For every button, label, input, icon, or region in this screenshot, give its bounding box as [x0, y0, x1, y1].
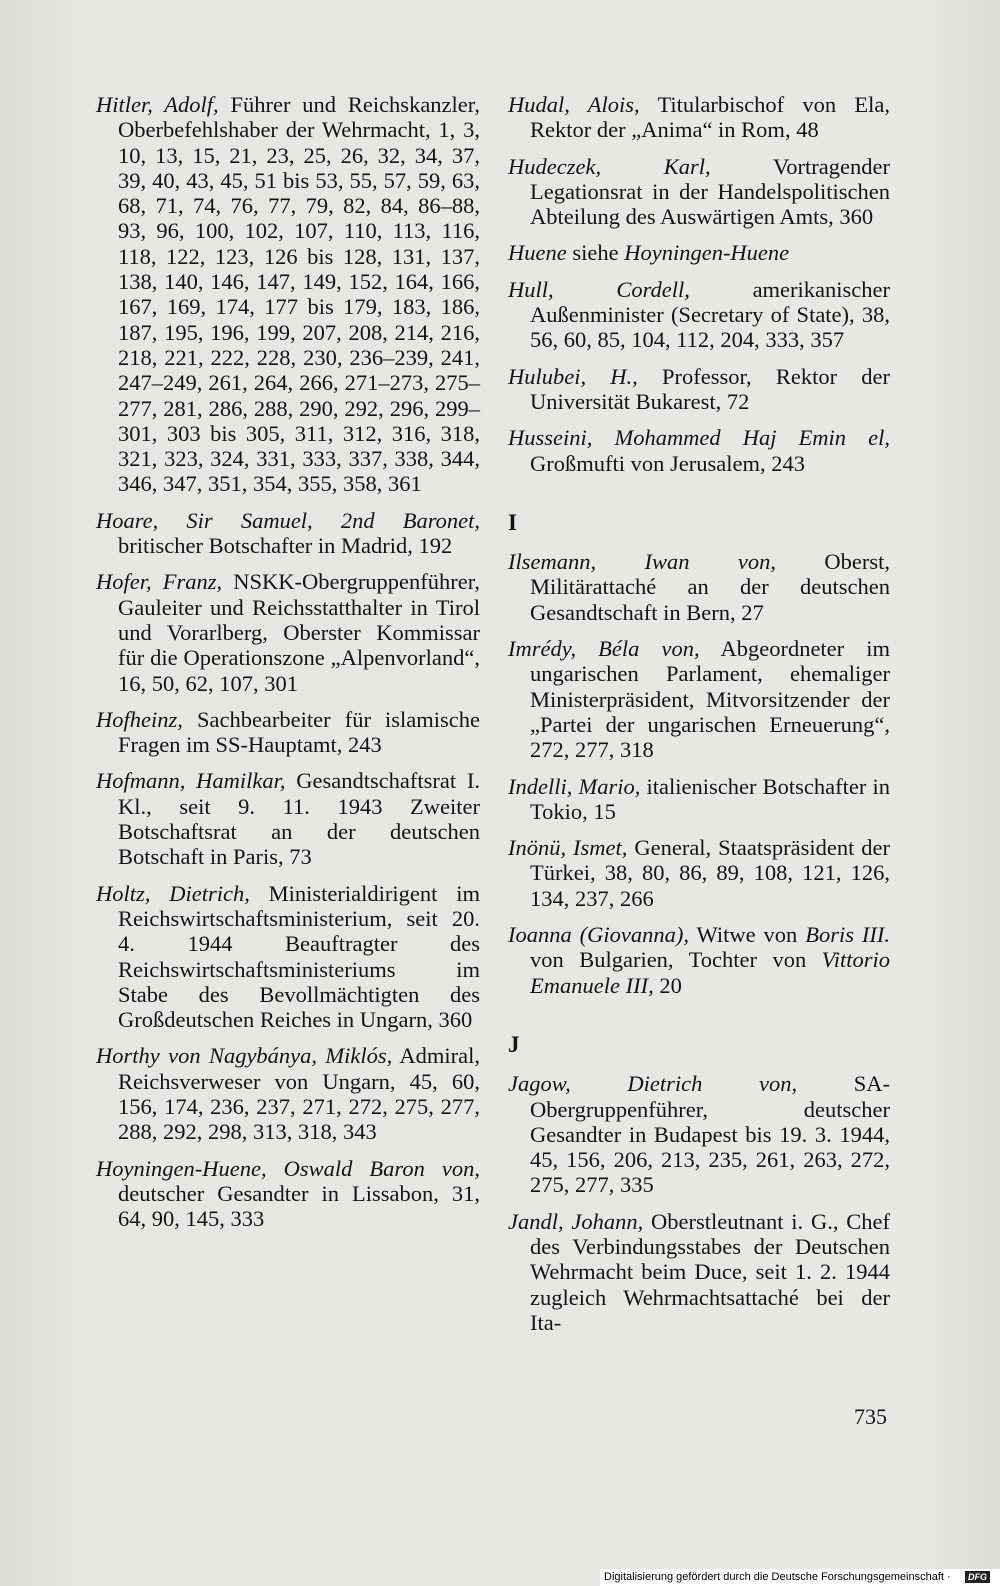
entry-text: Professor, Rektor der Universität Bukarest, 72	[530, 363, 890, 414]
entry-text: Sachbearbeiter für islamische Fragen im SS-Hauptamt, 243	[118, 706, 480, 758]
entry-name: Hofmann, Hamilkar,	[96, 768, 286, 794]
entry-name: Hitler, Adolf,	[96, 92, 219, 117]
index-entry	[508, 364, 890, 415]
page-number: 735	[854, 1404, 887, 1429]
entry-text: Ministerialdirigent im Reichswirtschaftsministerium, seit 20. 4. 1944 Beauftragter des Reichswirtschaftsministeriums im Stabe des Bevollmächtigten des Großdeutschen Reiches in Ungarn, 360	[118, 880, 480, 1033]
index-entry	[96, 1156, 480, 1232]
entry-name: Inönü, Ismet,	[508, 835, 628, 861]
index-entry	[96, 569, 480, 695]
entry-text: NSKK-Obergruppenführer, Gauleiter und Reichsstatthalter in Tirol und Vorarlberg, Oberster Kommissar für die Operationszone „Alpenvorland“, 16, 50, 62, 107, 301	[118, 569, 480, 696]
entry-text: Admiral, Reichsverweser von Ungarn, 45, 60, 156, 174, 236, 237, 271, 272, 275, 277, 288, 292, 298, 313, 318, 343	[118, 1043, 480, 1145]
index-entry	[508, 835, 890, 911]
entry-name: Indelli, Mario,	[508, 773, 641, 799]
entry-text: amerikanischer Außenminister (Secretary of State), 38, 56, 60, 85, 104, 112, 204, 333, 357	[530, 276, 890, 353]
entry-name: Hudeczek, Karl,	[508, 153, 711, 179]
index-entry	[508, 636, 890, 762]
index-entry	[508, 425, 890, 476]
entry-name: Hofheinz,	[96, 706, 183, 732]
index-entry	[508, 92, 890, 143]
index-entry	[508, 1209, 890, 1335]
entry-text: deutscher Gesandter in Lissabon, 31, 64, 90, 145, 333	[118, 1180, 480, 1232]
entry-text: Witwe von	[689, 922, 806, 948]
entry-name: Huene	[508, 240, 567, 266]
entry-name: Hudal, Alois,	[508, 92, 640, 117]
index-entry	[508, 277, 890, 353]
entry-text: Titularbischof von Ela, Rektor der „Anima“ in Rom, 48	[530, 92, 890, 143]
entry-text-secondary: von Bulgarien, Tochter von	[530, 947, 822, 973]
entry-name: Ilsemann, Iwan von,	[508, 549, 776, 575]
entry-name: Husseini, Mohammed Haj Emin el,	[508, 425, 890, 451]
section-letter-i: I	[508, 509, 517, 535]
entry-text: Führer und Reichskanzler, Oberbefehlshaber der Wehrmacht, 1, 3, 10, 13, 15, 21, 23, 25, 26, 32, 34, 37, 39, 40, 43, 45, 51 bis 53, 55, 57, 59, 63, 68, 71, 74, 76, 77, 79, 82, 84, 86–88, 93, 96, 100, 102, 107, 110, 113, 116, 118, 122, 123, 126 bis 128, 131, 137, 138, 140, 146, 147, 149, 152, 164, 166, 167, 169, 174, 177 bis 179, 183, 186, 187, 195, 196, 199, 207, 208, 214, 216, 218, 221, 222, 228, 230, 236–239, 241, 247–249, 261, 264, 266, 271–273, 275–277, 281, 286, 288, 290, 292, 296, 299–301, 303 bis 305, 311, 312, 316, 318, 321, 323, 324, 331, 333, 337, 338, 344, 346, 347, 351, 354, 355, 358, 361	[118, 92, 480, 497]
index-entry	[96, 707, 480, 758]
entry-text: Vortragender Legationsrat in der Handelspolitischen Abteilung des Auswärtigen Amts, 360	[530, 153, 890, 230]
index-entry	[508, 1071, 890, 1197]
index-column-right	[508, 92, 890, 1346]
entry-text: General, Staatspräsident der Türkei, 38, 80, 86, 89, 108, 121, 126, 134, 237, 266	[530, 835, 890, 911]
entry-text: Oberstleutnant i. G., Chef des Verbindungsstabes der Deutschen Wehrmacht beim Duce, seit 1. 2. 1944 zugleich Wehrmachtsattaché bei der Ita-	[530, 1208, 890, 1335]
footer-text: Digitalisierung gefördert durch die Deutsche Forschungsgemeinschaft ·	[604, 1571, 951, 1583]
entry-name: Ioanna (Giovanna),	[508, 922, 690, 948]
entry-name: Holtz, Dietrich,	[96, 880, 250, 906]
entry-text: Abgeordneter im ungarischen Parlament, ehemaliger Ministerpräsident, Mitvorsitzender der „Partei der ungarischen Erneuerung“, 272, 277, 318	[530, 636, 890, 763]
entry-text: Großmufti von Jerusalem, 243	[530, 450, 805, 476]
entry-text: italienischer Botschafter in Tokio, 15	[530, 773, 890, 824]
entry-text: SA-Obergruppenführer, deutscher Gesandter in Budapest bis 19. 3. 1944, 45, 156, 206, 213, 235, 261, 263, 272, 275, 277, 335	[530, 1071, 890, 1198]
entry-text: Gesandtschaftsrat I. Kl., seit 9. 11. 1943 Zweiter Botschaftsrat an der deutschen Botschaft in Paris, 73	[118, 768, 480, 870]
dfg-logo-icon: DFG	[965, 1571, 990, 1583]
entry-text-tertiary: 20	[653, 972, 682, 998]
index-entry	[508, 774, 890, 825]
entry-name: Hoyningen-Huene, Oswald Baron von,	[96, 1155, 480, 1181]
index-entry	[96, 768, 480, 869]
index-entry	[508, 240, 890, 265]
entry-name: Jandl, Johann,	[508, 1208, 644, 1234]
index-column-left	[96, 92, 480, 1242]
digitization-footer	[600, 1569, 1000, 1586]
entry-name: Jagow, Dietrich von,	[508, 1071, 798, 1097]
entry-text: siehe	[566, 240, 625, 266]
entry-name: Hofer, Franz,	[96, 569, 223, 595]
entry-text: Oberst, Militärattaché an der deutschen Gesandtschaft in Bern, 27	[530, 549, 890, 625]
index-entry	[96, 508, 480, 559]
entry-name: Hoare, Sir Samuel, 2nd Baronet,	[96, 507, 480, 533]
index-entry	[96, 92, 480, 497]
entry-text: britischer Botschafter in Madrid, 192	[118, 533, 453, 559]
entry-name-secondary: Boris III.	[805, 922, 890, 948]
section-letter-j: J	[508, 1031, 520, 1057]
index-entry	[96, 881, 480, 1033]
entry-name: Imrédy, Béla von,	[508, 636, 700, 662]
entry-name: Hull, Cordell,	[508, 276, 690, 302]
entry-name: Horthy von Nagybánya, Miklós,	[96, 1043, 393, 1069]
index-entry	[96, 1043, 480, 1144]
index-entry	[508, 154, 890, 230]
entry-name: Hulubei, H.,	[508, 363, 638, 389]
entry-crossref: Hoyningen-Huene	[624, 240, 790, 266]
index-entry	[508, 549, 890, 625]
entry-name-tertiary: Vittorio Emanuele III,	[530, 947, 890, 998]
index-entry	[508, 922, 890, 998]
